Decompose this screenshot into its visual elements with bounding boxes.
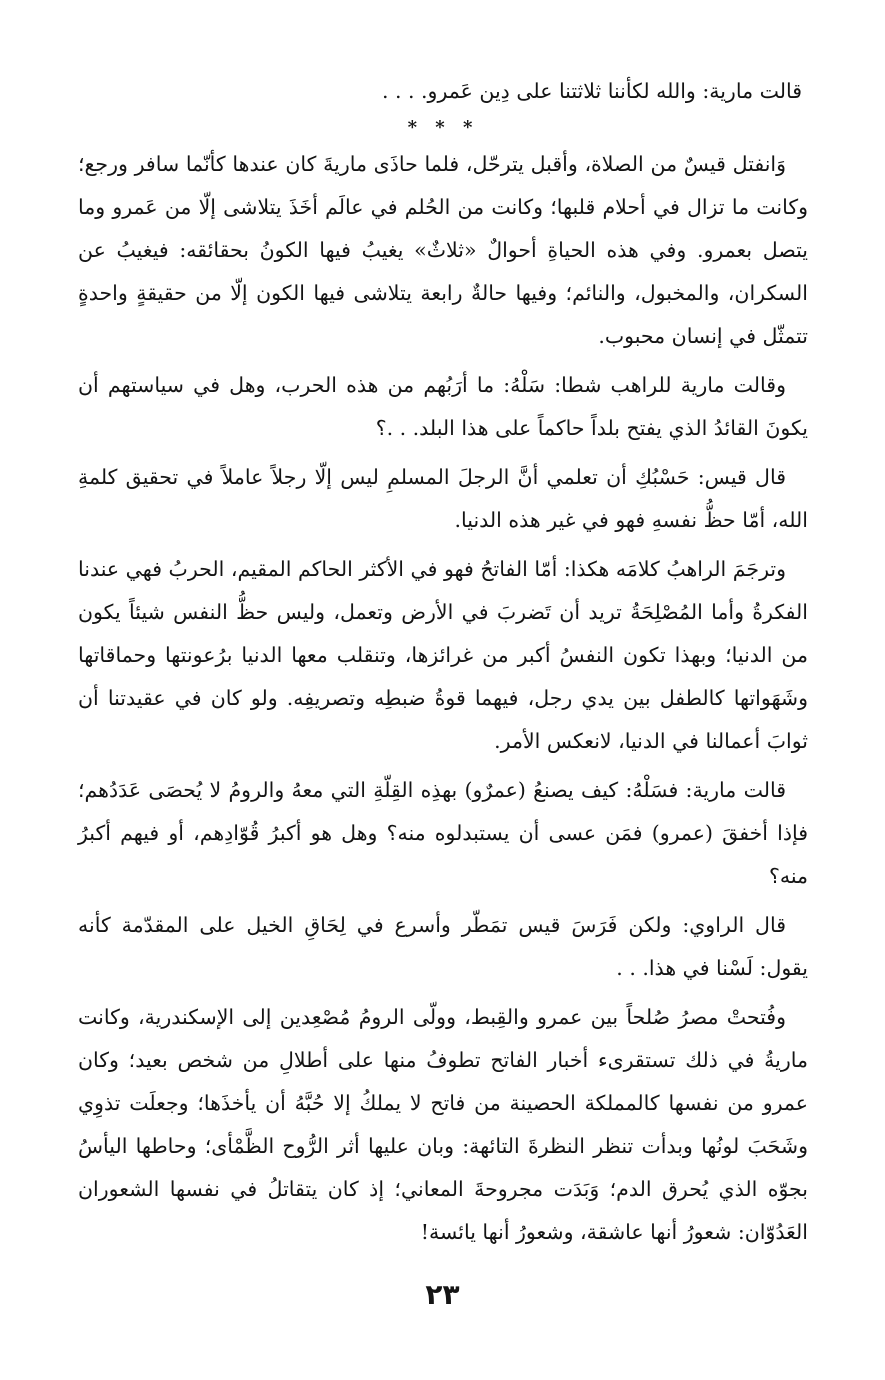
paragraph-1: قالت مارية: والله لكأننا ثلاثتنا على دِين عَمرو. . . . — [381, 79, 802, 103]
paragraph-3: وقالت مارية للراهب شطا: سَلْهُ: ما أرَبُهم من هذه الحرب، وهل في سياستهم أن يكونَ القائدُ الذي يفتح بلداً حاكماً على هذا البلد. . .؟ — [78, 373, 808, 440]
paragraph-2: وَانفتل قيسٌ من الصلاة، وأقبل يترحّل، فلما حاذَى ماريةَ كان عندها كأنّما سافر ورجع؛ وكانت ما تزال في أحلام قلبها؛ وكانت من الحُلم في عالَم أخَذَ يتلاشى إلّا من عَمرو وما يتصل بعمرو. وفي هذه الحياةِ أحوالٌ «ثلاثٌ» يغيبُ فيها الكونُ بحقائقه: فيغيبُ عن السكران، والمخبول، والنائم؛ وفيها حالةٌ رابعة يتلاشى فيها الكون إلّا من حقيقةٍ واحدةٍ تتمثّل في إنسان محبوب. — [78, 152, 808, 348]
paragraph-4: قال قيس: حَسْبُكِ أن تعلمي أنَّ الرجلَ المسلمِ ليس إلّا رجلاً عاملاً في تحقيق كلمةِ الله، أمّا حظُّ نفسهِ فهو في غير هذه الدنيا. — [78, 465, 808, 532]
paragraph-7: قال الراوي: ولكن فَرَسَ قيس تمَطّر وأسرع في لِحَاقِ الخيل على المقدّمة كأنه يقول: لَسْنا في هذا. . . — [78, 913, 808, 980]
paragraph-6: قالت مارية: فسَلْهُ: كيف يصنعُ (عمرٌو) بهذِه القِلّةِ التي معهُ والرومُ لا يُحصَى عَدَدُهم؛ فإذا أخفقَ (عمرو) فمَن عسى أن يستبدلوه منه؟ وهل هو أكبرُ قُوّادِهم، أو فيهم أكبرُ منه؟ — [78, 778, 808, 888]
paragraph-8: وفُتحتْ مصرُ صُلحاً بين عمرو والقِبط، وولّى الرومُ مُصْعِدين إلى الإسكندرية، وكانت ماريةُ في ذلك تستقرىء أخبار الفاتح تطوفُ منها على أطلالِ من شخص بعيد؛ وكان عمرو من نفسها كالمملكة الحصينة من فاتح لا يملكُ إلا حُبَّهُ أن يأخذَها؛ وجعلَت تذوِي وشَحَبَ لونُها وبدأت تنظر النظرةَ التائهة: وبان عليها أثر الرُّوح الظَّمْأى؛ وحاطها اليأسُ بجوّه الذي يُحرق الدم؛ وَبَدَت مجروحةَ المعاني؛ إذ كان يتقاتلُ في نفسها الشعوران العَدُوّان: شعورُ أنها عاشقة، وشعورُ أنها يائسة! — [78, 1005, 808, 1244]
page-body — [78, 70, 808, 1260]
section-separator: * * * — [407, 117, 479, 138]
paragraph-5: وترجَمَ الراهبُ كلامَه هكذا: أمّا الفاتحُ فهو في الأكثر الحاكم المقيم، الحربُ فهي عندنا الفكرةُ وأما المُصْلِحَةُ تريد أن تَضربَ في الأرض وتعمل، وليس حظُّ النفس شيئاً يكون من الدنيا؛ وبهذا تكون النفسُ أكبر من غرائزها، وتنقلب معها الدنيا برُعونتها وحماقاتها وشَهَواتها كالطفل بين يدي رجل، فيهما قوةُ ضبطِه وتصريفِه. ولو كان في عقيدتنا أن ثوابَ أعمالنا في الدنيا، لانعكس الأمر. — [78, 557, 808, 753]
page-number: ٢٣ — [425, 1278, 460, 1311]
